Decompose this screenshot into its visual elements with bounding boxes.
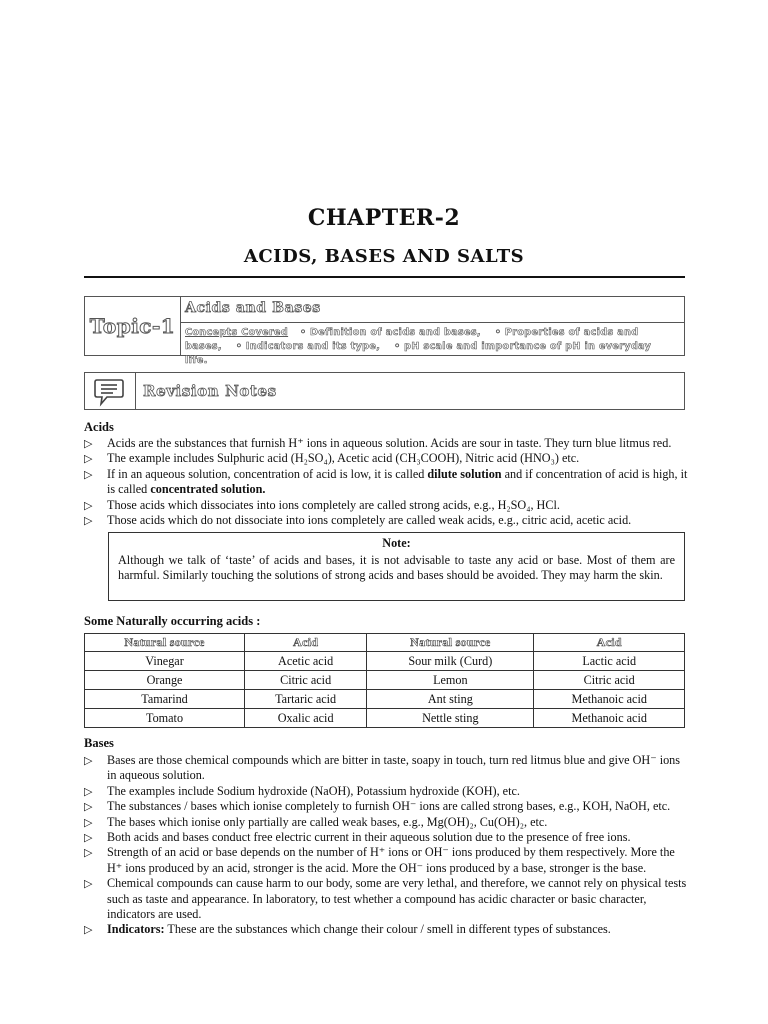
table-cell: Vinegar (85, 652, 245, 671)
concepts-label: Concepts Covered (185, 327, 289, 338)
table-row (85, 690, 685, 709)
bullet-arrow-icon: ▷ (84, 923, 93, 937)
table-header: Natural source (85, 634, 245, 652)
bullet-arrow-icon: ▷ (84, 467, 93, 481)
concept-item: ◦ Definition of acids and bases, (299, 327, 482, 338)
table-cell: Citric acid (534, 671, 685, 690)
note-body: Although we talk of ‘taste’ of acids and bases, it is not advisable to taste any acid or base. Most of them are harmful. Similarly touching the solutions of strong acids and bases should be avoided. They may harm the skin. (118, 552, 675, 582)
list-item: ▷ The bases which ionise only partially are called weak bases, e.g., Mg(OH)₂, Cu(OH)₂, etc. (84, 814, 548, 829)
note-box (108, 532, 685, 601)
topic-content (181, 297, 684, 366)
table-header: Acid (245, 634, 367, 652)
natural-acids-heading: Some Naturally occurring acids : (84, 614, 261, 628)
table-header-row (85, 634, 685, 652)
concept-item: ◦ pH scale and importance of pH in everyday life. (185, 341, 652, 366)
concepts-covered (185, 326, 680, 368)
revision-notes-banner (84, 372, 685, 410)
table-cell: Tomato (85, 709, 245, 728)
acids-heading: Acids (84, 420, 114, 434)
indicators-term: Indicators: (107, 922, 165, 937)
table-cell: Tamarind (85, 690, 245, 709)
table-cell: Acetic acid (245, 652, 367, 671)
table-header: Acid (534, 634, 685, 652)
bullet-arrow-icon: ▷ (84, 437, 93, 450)
notes-speech-bubble-icon (93, 377, 125, 407)
list-item: ▷ Strength of an acid or base depends on the number of H⁺ ions or OH⁻ ions produced by them respectively. More the H⁺ ions produced by an acid, stronger is the acid. More the OH⁻ ions produced by a base, stronger is the base. (84, 845, 675, 875)
list-item: ▷ Indicators: These are the substances which change their colour / smell in different types of substances. (84, 922, 611, 937)
note-title: Note: (382, 536, 411, 550)
list-item: ▷ Both acids and bases conduct free electric current in their aqueous solution due to the presence of free ions. (84, 830, 631, 845)
topic-box (84, 296, 685, 366)
chapter-title: CHAPTER-2 (307, 205, 461, 231)
revision-icon-cell (85, 373, 136, 409)
table-cell: Nettle sting (367, 709, 534, 728)
bullet-arrow-icon: ▷ (84, 846, 93, 860)
topic-label: Topic-1 (85, 297, 181, 355)
bullet-arrow-icon: ▷ (84, 452, 93, 466)
list-item: ▷ The examples include Sodium hydroxide (NaOH), Potassium hydroxide (KOH), etc. (84, 783, 520, 798)
table-row (85, 709, 685, 728)
table-row (85, 652, 685, 671)
table-cell: Methanoic acid (534, 709, 685, 728)
acids-bullet-list (84, 436, 688, 528)
bullet-arrow-icon: ▷ (84, 800, 93, 814)
list-item: ▷ Acids are the substances that furnish H⁺ ions in aqueous solution. Acids are sour in taste. They turn blue litmus red. (84, 436, 672, 450)
list-item: ▷ The substances / bases which ionise completely to furnish OH⁻ ions are called strong bases, e.g., KOH, NaOH, etc. (84, 799, 671, 814)
table-cell: Lemon (367, 671, 534, 690)
table-cell: Citric acid (245, 671, 367, 690)
bullet-arrow-icon: ▷ (84, 815, 93, 829)
revision-notes-title: Revision Notes (143, 382, 277, 400)
bullet-arrow-icon: ▷ (84, 514, 93, 528)
natural-acids-table (84, 633, 685, 728)
table-cell: Sour milk (Curd) (367, 652, 534, 671)
table-cell: Ant sting (367, 690, 534, 709)
topic-divider (181, 322, 684, 323)
list-item: ▷ Those acids which dissociates into ions completely are called strong acids, e.g., H₂SO₄, HCl. (84, 497, 560, 512)
chapter-subtitle: ACIDS, BASES AND SALTS (243, 246, 525, 267)
dilute-solution-term: dilute solution (427, 466, 502, 481)
table-cell: Oxalic acid (245, 709, 367, 728)
title-divider (84, 276, 685, 278)
concentrated-solution-term: concentrated solution. (150, 482, 266, 497)
bullet-arrow-icon: ▷ (84, 754, 93, 767)
bullet-arrow-icon: ▷ (84, 784, 93, 798)
bases-heading: Bases (84, 736, 114, 750)
concept-item: ◦ Properties of acids and bases, (185, 327, 639, 352)
table-header: Natural source (367, 634, 534, 652)
list-item: ▷ If in an aqueous solution, concentration of acid is low, it is called dilute solution and if concentration of acid is high, it is called concentrated solution. (84, 466, 688, 497)
concept-item: ◦ Indicators and its type, (235, 341, 381, 352)
list-item: ▷ Bases are those chemical compounds which are bitter in taste, soapy in touch, turn red litmus blue and give OH⁻ ions in aqueous solution. (84, 753, 681, 783)
bases-bullet-list (84, 753, 688, 938)
table-cell: Orange (85, 671, 245, 690)
table-cell: Lactic acid (534, 652, 685, 671)
bullet-arrow-icon: ▷ (84, 831, 93, 845)
list-item: ▷ Those acids which do not dissociate into ions completely are called weak acids, e.g., citric acid, acetic acid. (84, 513, 632, 528)
topic-heading: Acids and Bases (185, 300, 321, 316)
table-row (85, 671, 685, 690)
list-item: ▷ Chemical compounds can cause harm to our body, some are very lethal, and therefore, we cannot rely on physical tests such as taste and appearance. In laboratory, to test whether a compound has acidic character or basic character, indicators are used. (84, 876, 687, 922)
table-cell: Methanoic acid (534, 690, 685, 709)
list-item: ▷ The example includes Sulphuric acid (H₂SO₄), Acetic acid (CH₃COOH), Nitric acid (HNO₃) etc. (84, 451, 580, 466)
table-cell: Tartaric acid (245, 690, 367, 709)
bullet-arrow-icon: ▷ (84, 877, 93, 891)
bullet-arrow-icon: ▷ (84, 498, 93, 512)
